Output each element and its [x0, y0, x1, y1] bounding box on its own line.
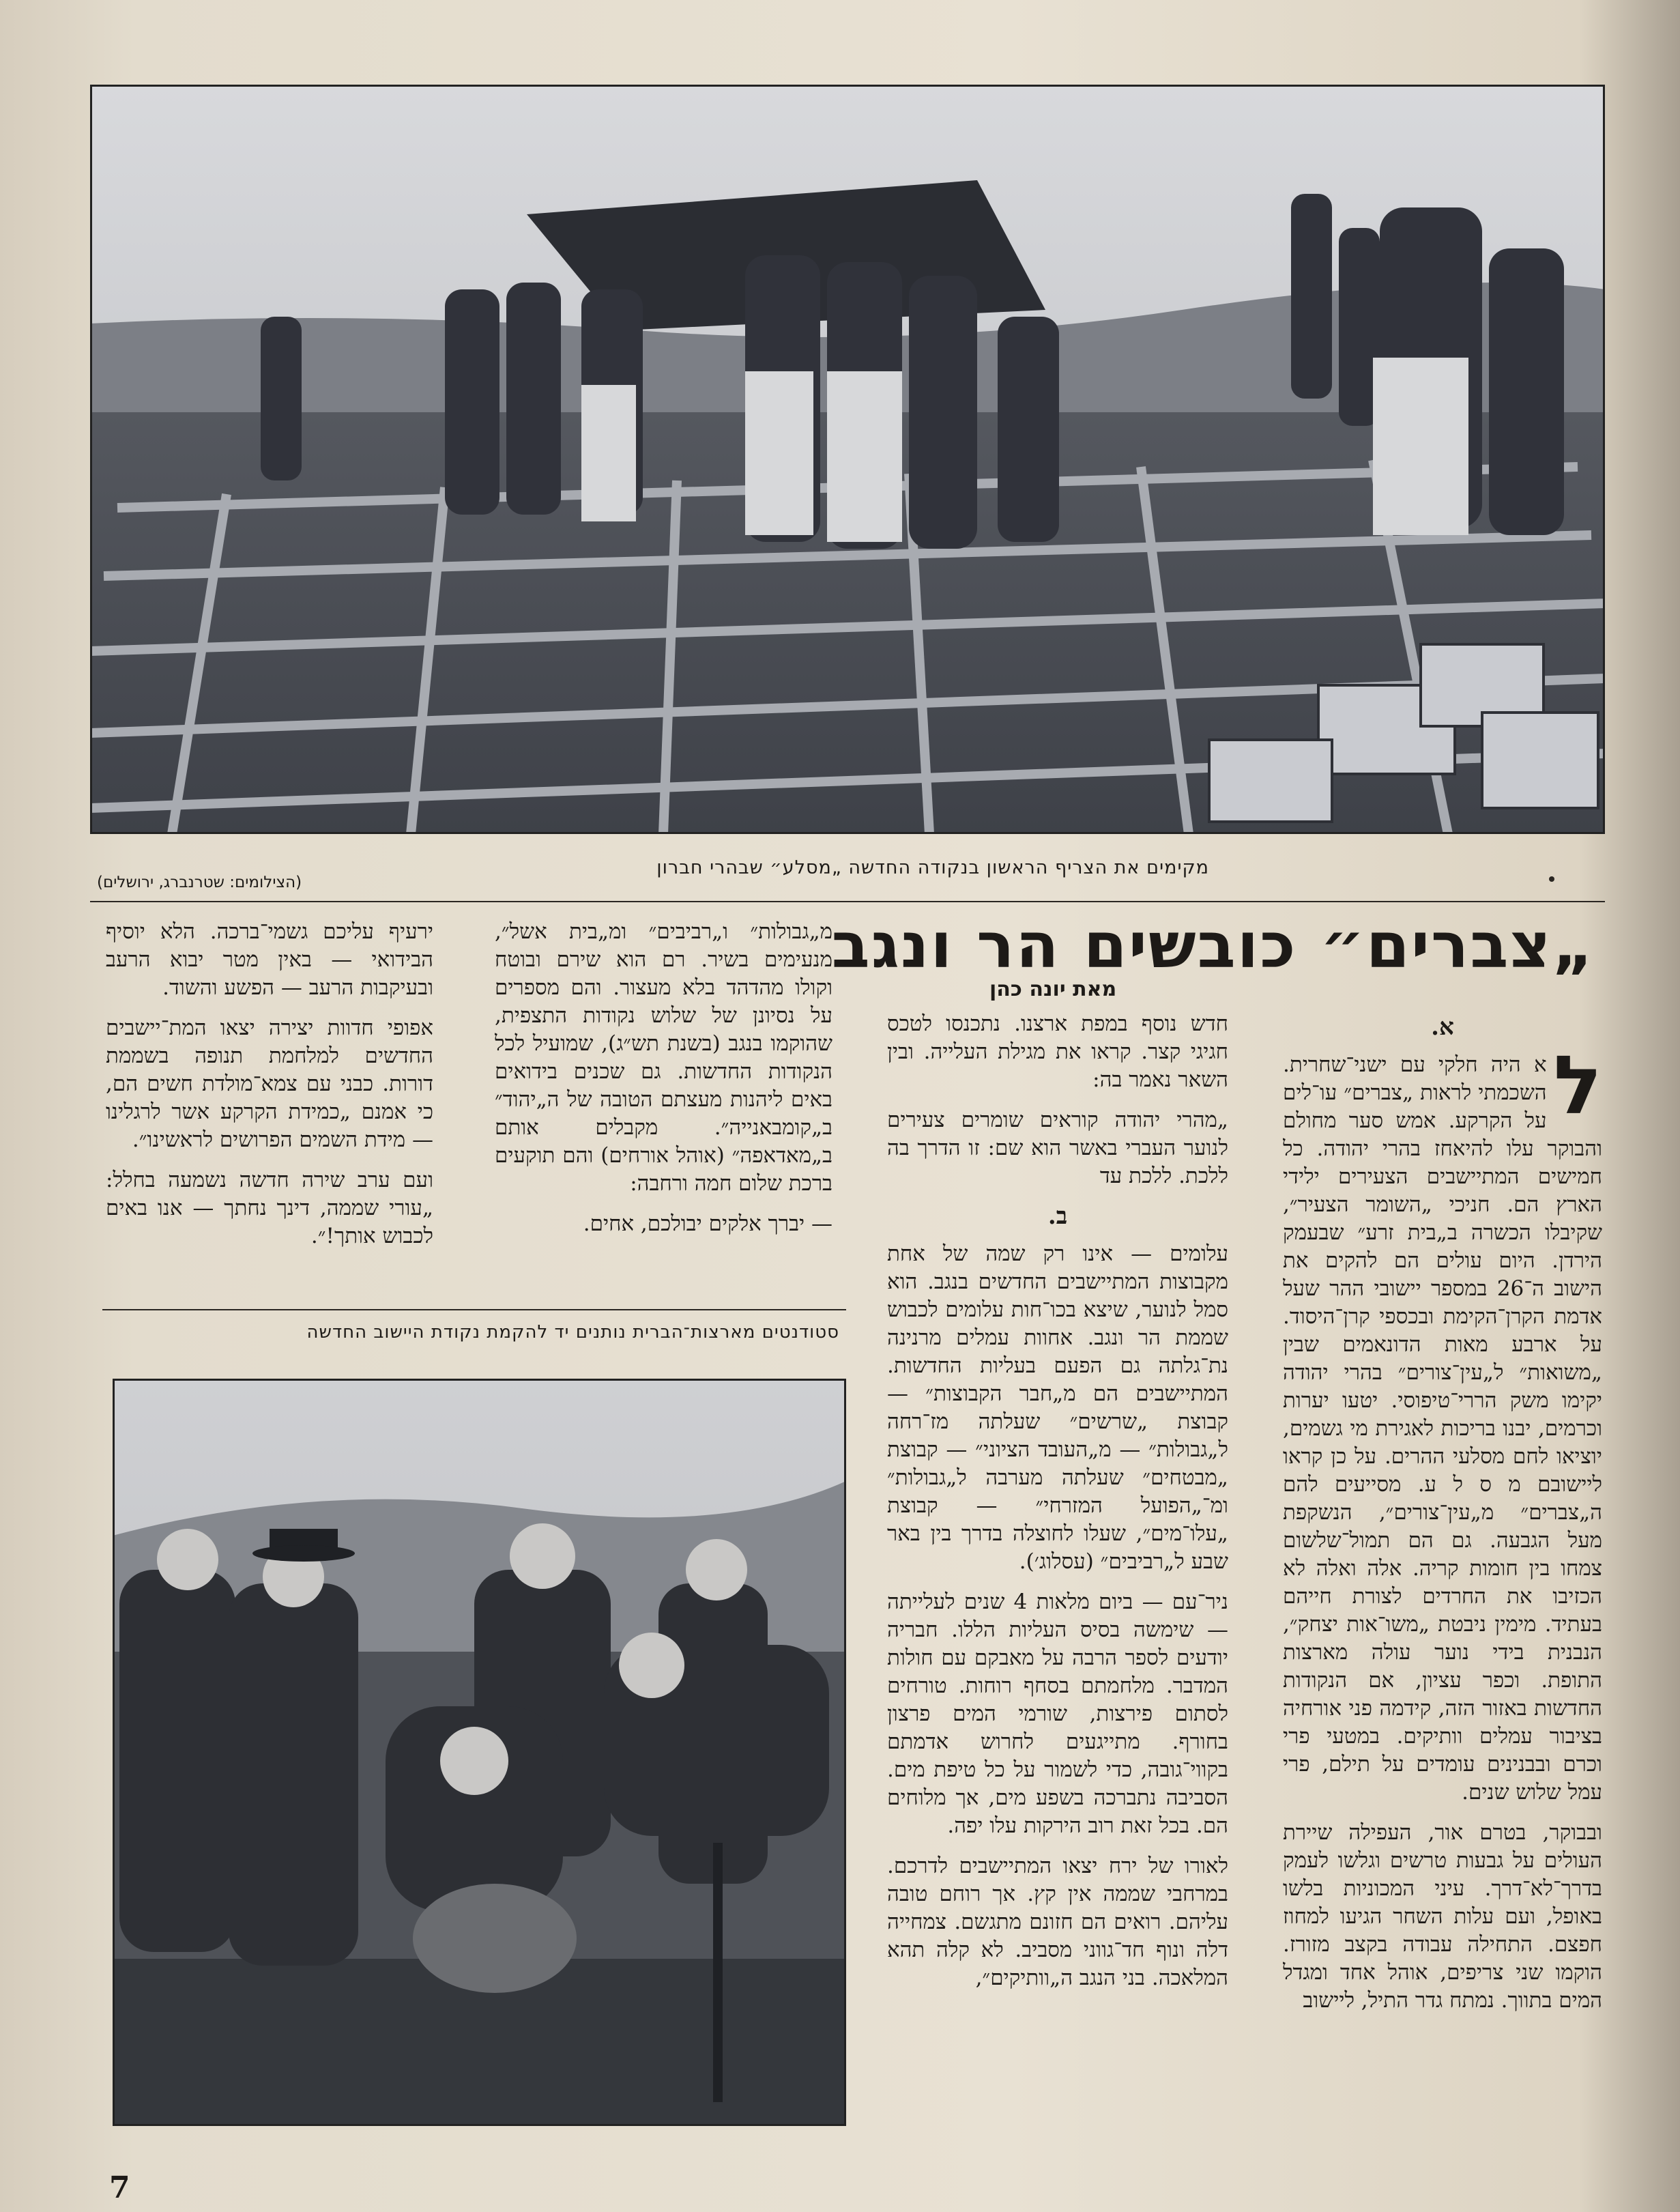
col4-paragraph-2: אפופי חדוות יצירה יצאו המת־יישבים החדשים למלחמת תנופה בשממת דורות. כבני עם צמא־מולדת חשים הם, כי אמנם „כמידת הקרקע אשר לרגלינו — מידת השמים הפרושים לראשינו״.	[106, 1016, 433, 1152]
photo-students-planting-image	[113, 1379, 846, 2126]
article-column-4	[106, 918, 433, 1290]
caption-bullet	[1549, 876, 1554, 882]
photo-construction-hut-image	[90, 85, 1605, 834]
photo-construction-hut	[90, 85, 1605, 834]
col4-paragraph-1: ירעיף עליכם גשמי־ברכה. הלא יוסיף הבידואי — באין מטר יבוא הרעב ובעיקבות הרעב — הפשע והשוד.	[106, 919, 433, 1000]
article-column-2	[887, 1010, 1228, 2187]
photo-students-planting	[113, 1379, 846, 2126]
top-photo-caption: מקימים את הצריף הראשון בנקודה החדשה „מסלע״ שבהרי חברון	[656, 857, 1209, 878]
col2-paragraph-1: חדש נוסף במפת ארצנו. נתכנסו לטכס חגיגי קצר. קראו את מגילת העלייה. ובין השאר נאמר בה:	[887, 1011, 1228, 1092]
bottom-caption-rule	[102, 1309, 846, 1310]
col2-paragraph-2: „מהרי יהודה קוראים שומרים צעירים לנוער העברי באשר הוא שם: זו הדרך בה ללכת. ללכת עד	[887, 1108, 1228, 1188]
article-headline: „צברים״ כובשים הר ונגב	[831, 909, 1595, 982]
photo-credit: (הצילומים: שטרנברג, ירושלים)	[97, 874, 302, 891]
col3-paragraph-2: — יברך אלקים יבולכם, אחים.	[583, 1211, 832, 1236]
article-byline: מאת יונה כהן	[989, 977, 1117, 1001]
col2-paragraph-4: ניר־עם — ביום מלאות 4 שנים לעלייתה — שימשה בסיס העליות הללו. חבריה יודעים לספר הרבה על מאבקם עם חולות המדבר. מלחמתם בסחף רוחות. טורחים לסתום פירצות, שורמי המים פרצון בחורף. מתייגעים לחרוש אדמתם בקווי־גובה, כדי לשמור על כל טיפת מים. הסביבה נתברכה בשפע מים, אך מלוחים הם. בכל זאת רוב הירקות עלו יפה.	[887, 1590, 1228, 1838]
col1-paragraph-1	[1283, 1038, 1602, 1807]
col1-paragraph-2: ובבוקר, בטרם אור, העפילה שיירת העולים על גבעות טרשים וגלשו לעמק בדרך־לא־דרך. עיני המכוניות בלשו באופל, ועם עלות השחר הגיעו למחוז חפצם. התחילה עבודה בקצב מזורז. הוקמו שני צריפים, אוהל אחד ומגדל המים בתווך. נמתח גדר התיל, ליישוב	[1283, 1820, 1602, 2013]
col1-paragraph-1-text: א היה חלקי עם ישני־שחרית. השכמתי לראות „צברים״ עו־לים על הקרקע. אמש סער מחולם והבוקר עלו להיאחז בהרי יהודה. כל חמישים המתיישבים הצעירים ילידי הארץ הם. חניכי „השומר הצעיר״, שקיבלו הכשרה ב„בית זרע״ שבעמק הירדן. היום עולים הם להקים את הישוב ה־26 במספר יישובי ההר שעל אדמת הקרן־הקימת ובכספי קרן־היסוד. על ארבע מאות הדונאמים שבין „משואות״ ל„עין־צורים״ בהרי יהודה יקימו משק הררי־טיפוסי. יטעו יערות וכרמים, יבנו בריכות לאגירת מי גשמים, יוציאו לחם מסלעי ההרים. על כן קראו ליישובם מ ס ל ע. מסייעים להם ה„צברים״ מ„עין־צורים״, הנשקפת מעל הגבעה. גם הם תמול־שלשום צמחו בין חומות קריה. אלה ואלה לא הכזיבו את החרדים לצורת חייהם בעתיד. מימין ניבטת „משו־אות יצחק״, הנבנית בידי נוער עולה מארצות התופת. וכפר עציון, אם הנקודות החדשות באזור הזה, קידמה פני אורחיה בציבור עמלים וותיקים. במטעי פרי וכרם ובבנינים עומדים על תילם, פרי עמל שלוש שנים.	[1283, 1052, 1602, 1805]
article-column-1	[1283, 1007, 1602, 2187]
page-number: 7	[109, 2170, 130, 2205]
section-marker-a: א.	[1431, 1014, 1454, 1041]
col2-paragraph-3: עלומים — אינו רק שמה של אחת מקבוצות המתיישבים החדשים בנגב. הוא סמל לנוער, שיצא בכו־חות עלומים לכבוש שממת הר ונגב. אחוות עמלים מרנינה נת־גלתה גם הפעם בעליות החדשות. המתיישבים הם מ„חבר הקבוצות״ — קבוצת „שרשים״ שעלתה מז־רחה ל„גבולות״ — מ„העובד הציוני״ — קבוצת „מבטחים״ שעלתה מערבה ל„גבולות״ ומ־„הפועל המזרחי״ — קבוצת „עלו־מים״, שעלו לחוצלה בדרך בין באר שבע ל„רביבים״ (עסלוג׳).	[887, 1241, 1228, 1574]
article-column-3	[495, 918, 832, 1290]
drop-cap: ל	[1553, 1038, 1602, 1132]
col4-paragraph-3: ועם ערב שירה חדשה נשמעה בחלל: „עורי שממה, דינך נחתך — אנו באים לכבוש אותך!״.	[106, 1168, 433, 1248]
col2-paragraph-5: לאורו של ירח יצאו המתיישבים לדרכם. במרחבי שממה אין קץ. אך רוחם טובה עליהם. רואים הם חזונם מתגשם. צמחייה דלה ונוף חד־גווני מסביב. לא קלה תהא המלאכה. בני הנגב ה„וותיקים״,	[887, 1854, 1228, 1990]
col3-paragraph-1: מ„גבולות״ ו„רביבים״ ומ„בית אשל״, מנעימים בשיר. רם הוא שירם ובוטח וקולו מהדהד בלא מעצור. והם מספרים על נסיונן של שלוש נקודות התצפית, שהוקמו בנגב (בשנת תש״ג), שמועיל לכל הנקודות החדשות. גם שכנים בידואים באים ליהנות מעצתם הטובה של ה„יהוד״ ב„קומבאנייה״. מקבלים אותם ב„מאדאפה״ (אוהל אורחים) והם תוקעים ברכת שלום חמה ורחבה:	[495, 919, 832, 1196]
bottom-photo-caption: סטודנטים מארצות־הברית נותנים יד להקמת נקודת היישוב החדשה	[306, 1322, 839, 1342]
section-marker-b: ב.	[1047, 1203, 1068, 1230]
caption-rule	[90, 901, 1605, 902]
